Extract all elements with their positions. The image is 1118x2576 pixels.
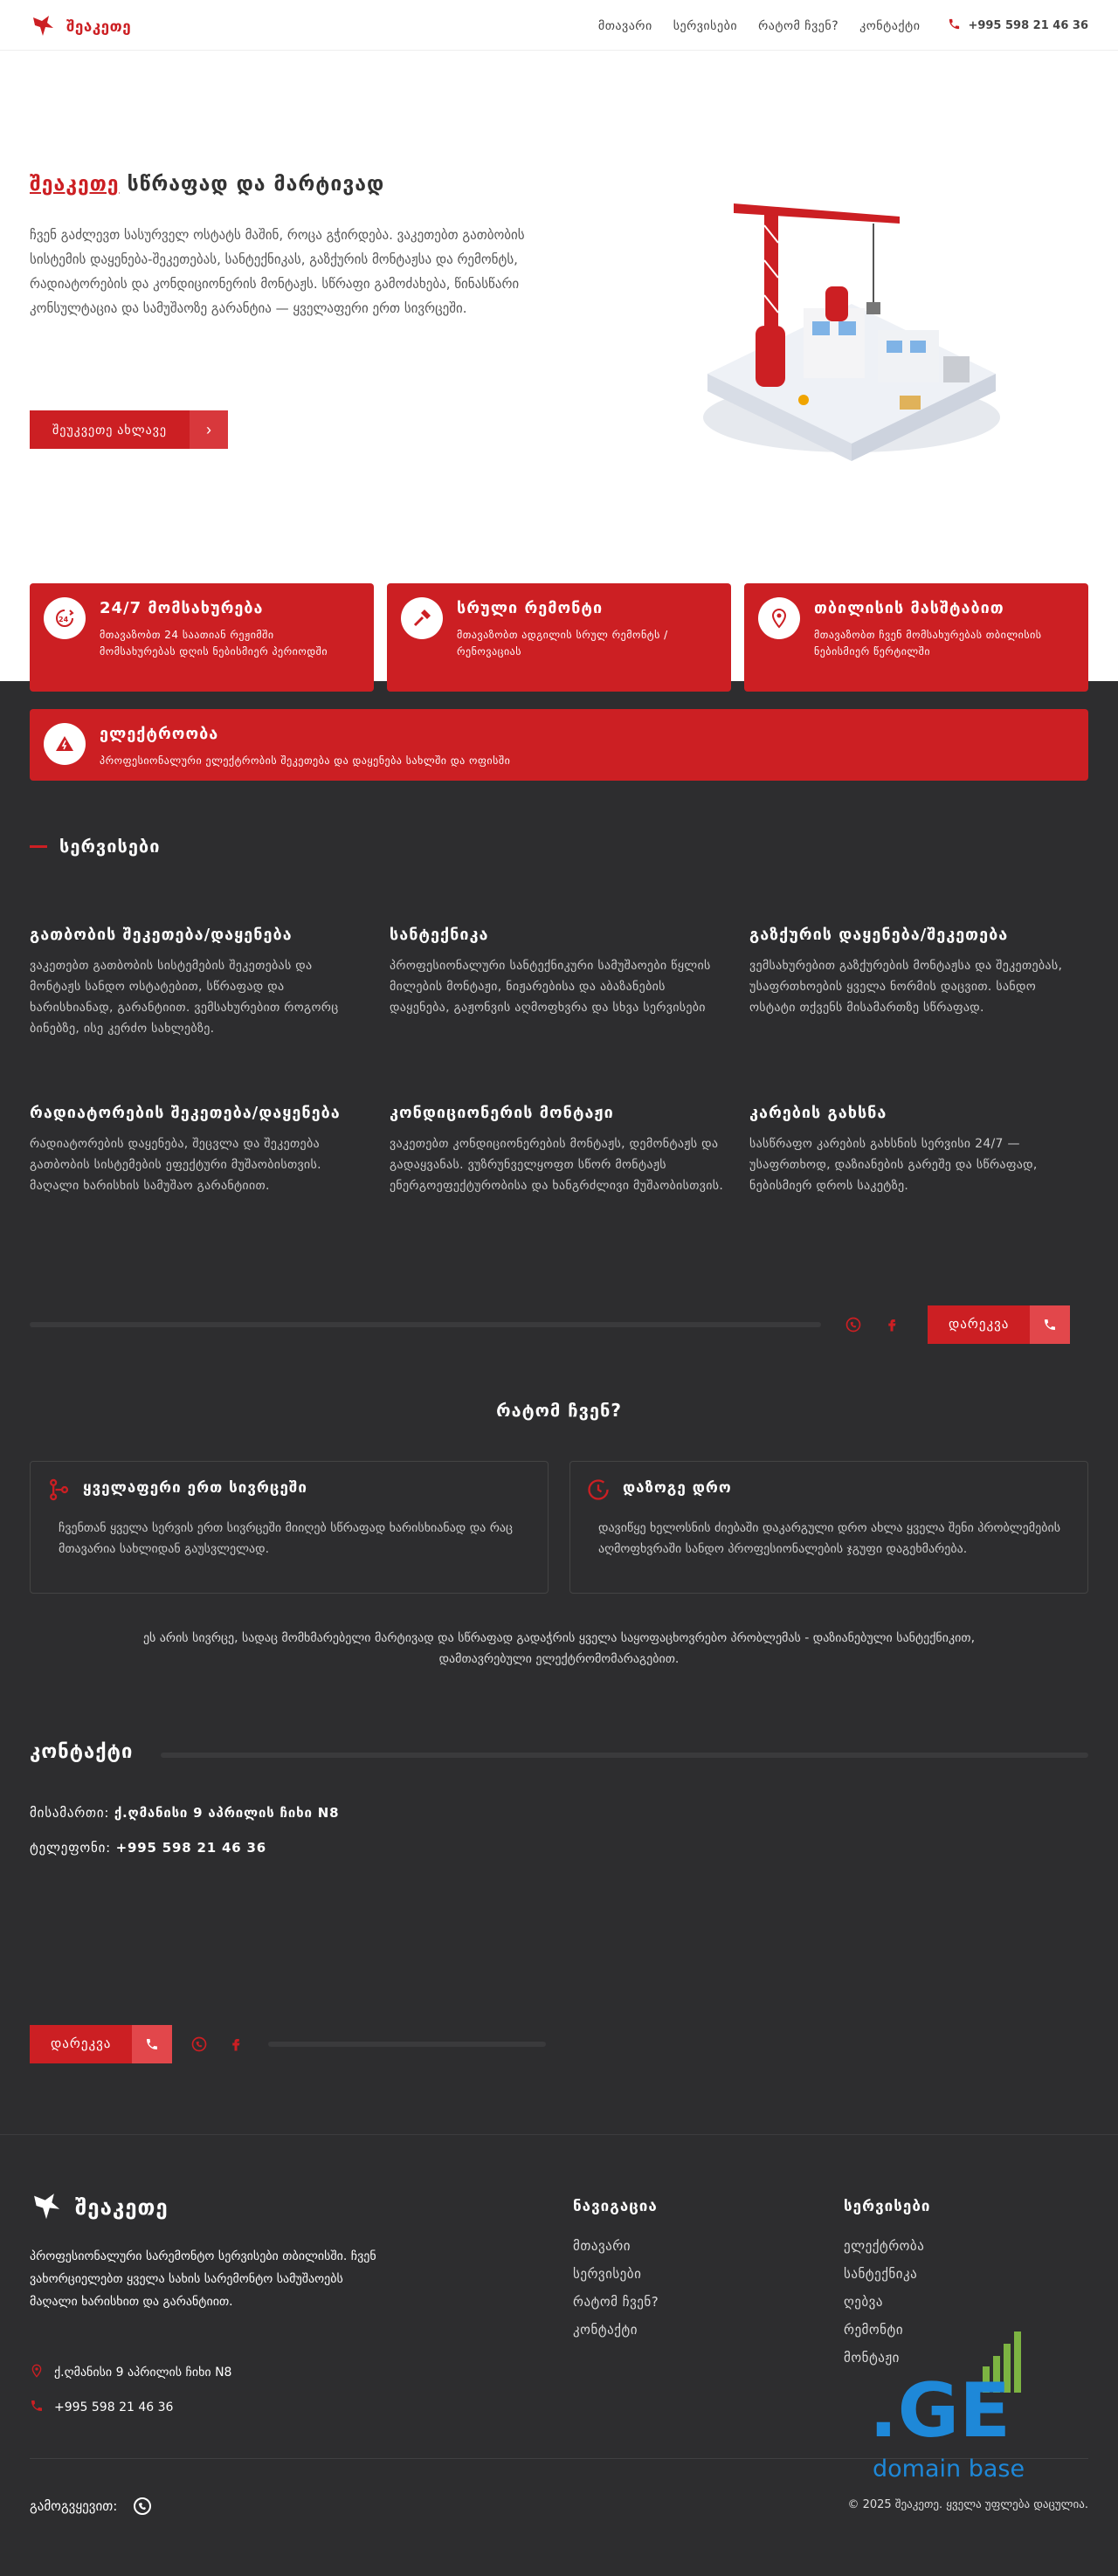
whatsapp-icon[interactable] (842, 1313, 865, 1336)
nav-link-home[interactable]: მთავარი (597, 18, 652, 33)
service-desc: რადიატორების დაყენება, შეცვლა და შეკეთება გათბობის სისტემების ეფექტური მუშაობისთვის. მაღალი ხარისხის სამუშაო გარანტიით. (30, 1137, 321, 1193)
contacts-cta-row (30, 2025, 546, 2063)
hammer-icon (401, 597, 443, 639)
electricity-icon (44, 723, 86, 765)
footer-brand-name: შეაკეთე (75, 2195, 169, 2220)
feature-card-tbilisi (744, 583, 1088, 692)
service-desc: ვაკეთებთ გათბობის სისტემების შეკეთებას და მონტაჟს სანდო ოსტატებით, სწრაფად და ხარისხიანად, გარანტიით. ვემსახურებით როგორც ბინებზე, ისე კერძო სახლებზე. (30, 959, 339, 1036)
order-now-button[interactable] (30, 410, 228, 449)
crane-illustration (681, 155, 1013, 470)
divider-line (161, 1753, 1088, 1758)
svg-text:24: 24 (59, 616, 69, 623)
contacts-heading (30, 1741, 133, 1763)
service-desc: ვაკეთებთ კონდიციონერების მონტაჟს, დემონტაჟს და გადაყვანას. ვუზრუნველყოფთ სწორ მონტაჟს ენერგოეფექტურობისა და ხანგრძლივი მუშაობისთვის. (390, 1137, 724, 1193)
footer-phone[interactable] (30, 2399, 173, 2416)
service-desc: პროფესიონალური სანტექნიკური სამუშაოები წყლის მილების მონტაჟი, ნიჟარებისა და აბაზანების დაყენება, გაჟონვის აღმოფხვრა და სხვა სერვისები (390, 959, 711, 1015)
ge-domain-badge (869, 2323, 1044, 2489)
hero-title-rest: სწრაფად და მარტივად (127, 173, 385, 196)
service-title: კარების გახსნა (749, 1104, 887, 1122)
facebook-icon[interactable] (880, 1313, 903, 1336)
feature-card-title: 24/7 მომსახურება (100, 599, 264, 617)
hero-title-highlight: შეაკეთე (30, 173, 120, 196)
why-us-heading: რატომ ჩვენ? (496, 1400, 622, 1421)
service-item (749, 924, 1086, 1018)
feature-card-title: სრული რემონტი (457, 599, 604, 617)
phone-icon (132, 2025, 172, 2063)
service-item (749, 1102, 1086, 1196)
hero-description: ჩვენ გაძლევთ სასურველ ოსტატს მაშინ, როცა გჭირდება. ვაკეთებთ გათბობის სისტემის დაყენება-შეკეთებას, სანტექნიკას, გაზქურის მონტაჟსა და რემონტს, რადიატორების და კონდიციონერის მონტაჟს. სწრაფი გამოძახება, წინასწარი კონსულტაცია და სამუშაოზე გარანტია — ყველაფერი ერთ სივრცეში. (30, 227, 525, 316)
header-logo[interactable] (30, 12, 131, 42)
service-title: გაზქურის დაყენება/შეკეთება (749, 926, 1009, 944)
footer-logo[interactable] (30, 2189, 169, 2226)
main-nav (598, 17, 1088, 34)
header-phone[interactable] (948, 17, 1088, 34)
service-item (30, 924, 366, 1039)
header-phone-number: +995 598 21 46 36 (968, 19, 1088, 32)
footer-service-link[interactable]: ელექტრობა (844, 2238, 925, 2254)
call-button-label: დარეკვა (949, 1317, 1010, 1332)
service-title: კონდიციონერის მონტაჟი (390, 1104, 614, 1122)
feature-card-electricity (30, 709, 1088, 781)
divider-line (30, 1322, 821, 1327)
call-button[interactable] (30, 2025, 172, 2063)
clock-icon (586, 1477, 611, 1505)
footer-service-link[interactable]: მონტაჟი (844, 2350, 900, 2366)
feature-card-24-7 (30, 583, 374, 692)
service-title: გათბობის შეკეთება/დაყენება (30, 926, 293, 944)
location-pin-icon (30, 2364, 44, 2381)
bird-logo-icon (30, 12, 56, 42)
feature-card-desc: მთავაზობთ ჩვენ მომსახურებას თბილისის ნებისმიერ წერტილში (814, 629, 1042, 658)
address-label: მისამართი: (30, 1805, 110, 1821)
footer-nav-heading: ნავიგაცია (573, 2198, 658, 2215)
nav-link-services[interactable]: სერვისები (673, 18, 738, 33)
footer-nav-link[interactable]: მთავარი (573, 2238, 631, 2254)
service-item (30, 1102, 366, 1196)
footer-about: პროფესიონალური სარემონტო სერვისები თბილისში. ჩვენ ვახორციელებთ ყველა სახის სარემონტო სამუშაოებს მაღალი ხარისხით და გარანტიით. (30, 2249, 376, 2309)
footer-address-text: ქ.ღმანისი 9 აპრილის ჩიხი N8 (54, 2366, 232, 2380)
feature-card-renovation (387, 583, 731, 692)
service-item (390, 924, 726, 1018)
phone-icon (948, 17, 961, 34)
footer-follow (30, 2495, 154, 2517)
footer-nav-link[interactable]: სერვისები (573, 2266, 642, 2282)
footer-service-link[interactable]: რემონტი (844, 2322, 904, 2338)
footer-service-link[interactable]: ღებვა (844, 2294, 883, 2310)
nav-link-contact[interactable]: კონტაქტი (859, 18, 921, 33)
services-cta-row (30, 1305, 1088, 1344)
phone-label: ტელეფონი: (30, 1840, 112, 1856)
footer-services-heading: სერვისები (844, 2198, 931, 2215)
footer-nav-column (573, 2198, 659, 2350)
feature-card-desc: პროფესიონალური ელექტრობის შეკეთება და დაყენება სახლში და ოფისში (100, 754, 511, 767)
nav-link-why-us[interactable]: რატომ ჩვენ? (758, 18, 839, 33)
contact-phone (30, 1840, 266, 1856)
contacts-heading-text: კონტაქტი (30, 1741, 134, 1763)
clock-24-icon (44, 597, 86, 639)
why-box-title: დაზოგე დრო (623, 1479, 732, 1497)
heading-dash (30, 845, 47, 848)
feature-card-title: თბილისის მასშტაბით (814, 599, 1004, 617)
call-button-label: დარეკვა (51, 2036, 112, 2051)
hero-title (30, 173, 384, 196)
why-box-all-in-one (30, 1461, 549, 1594)
chevron-right-icon: › (190, 410, 228, 449)
phone-icon (1030, 1305, 1070, 1344)
call-button[interactable] (928, 1305, 1070, 1344)
why-box-save-time (569, 1461, 1088, 1594)
site-header (0, 0, 1118, 51)
address-value: ქ.ღმანისი 9 აპრილის ჩიხი N8 (114, 1805, 340, 1821)
whatsapp-icon[interactable] (131, 2495, 154, 2517)
why-box-desc: დავიწყე ხელოსნის ძიებაში დაკარგული დრო ახლა ყველა შენი პრობლემების აღმოფხვრაში სანდო პროფესიონალების ჯგუფი დაგეხმარება. (598, 1521, 1061, 1556)
facebook-icon[interactable] (224, 2033, 247, 2056)
brand-name: შეაკეთე (66, 18, 132, 36)
feature-card-desc: მთავაზობთ ადგილის სრულ რემონტს / რენოვაციას (457, 629, 668, 658)
phone-icon (30, 2399, 44, 2416)
copyright: © 2025 შეაკეთე. ყველა უფლება დაცულია. (847, 2498, 1088, 2511)
service-item (390, 1102, 726, 1196)
contact-address (30, 1805, 339, 1821)
service-desc: ვემსახურებით გაზქურების მონტაჟსა და შეკეთებას, უსაფრთხოების ყველა ნორმის დაცვით. სანდო ოსტატი თქვენს მისამართზე სწრაფად. (749, 959, 1063, 1015)
badge-domain-text: .GE (869, 2367, 1011, 2455)
services-heading (30, 836, 160, 857)
why-us-note: ეს არის სივრცე, სადაც მომხმარებელი მარტივად და სწრაფად გადაჭრის ყველა საყოფაცხოვრებო პრობლემას - დაზიანებული სანტექნიკით, დამთავრებული ელექტრომომარაგებით. (142, 1631, 976, 1666)
order-now-label: შეუკვეთე ახლავე (52, 423, 168, 437)
phone-value[interactable]: +995 598 21 46 36 (115, 1840, 266, 1856)
network-icon (46, 1477, 71, 1505)
divider-line (268, 2042, 546, 2047)
service-title: რადიატორების შეკეთება/დაყენება (30, 1104, 341, 1122)
footer-nav-link[interactable]: კონტაქტი (573, 2322, 638, 2338)
why-box-title: ყველაფერი ერთ სივრცეში (83, 1479, 307, 1497)
bird-logo-icon (30, 2189, 63, 2226)
footer-nav-link[interactable]: რატომ ჩვენ? (573, 2294, 659, 2310)
badge-caption-text: domain base (873, 2455, 1025, 2483)
follow-label: გამოგვყევით: (30, 2498, 118, 2514)
why-box-desc: ჩვენთან ყველა სერვის ერთ სივრცეში მიიღებ სწრაფად ხარისხიანად და რაც მთავარია სახლიდან გაუსვლელად. (59, 1521, 513, 1556)
feature-card-title: ელექტროობა (100, 725, 219, 743)
service-title: სანტექნიკა (390, 926, 489, 944)
footer-address (30, 2364, 231, 2381)
footer-service-link[interactable]: სანტექნიკა (844, 2266, 918, 2282)
footer-phone-text: +995 598 21 46 36 (54, 2400, 174, 2414)
location-pin-icon (758, 597, 800, 639)
whatsapp-icon[interactable] (188, 2033, 210, 2056)
services-heading-text: სერვისები (59, 836, 161, 857)
service-desc: სასწრაფო კარების გახსნის სერვისი 24/7 — უსაფრთხოდ, დაზიანების გარეშე და სწრაფად, ნებისმიერ დროს საკეტზე. (749, 1137, 1038, 1193)
feature-card-desc: მთავაზობთ 24 საათიან რეჟიმში მომსახურებას დღის ნებისმიერ პერიოდში (100, 629, 328, 658)
